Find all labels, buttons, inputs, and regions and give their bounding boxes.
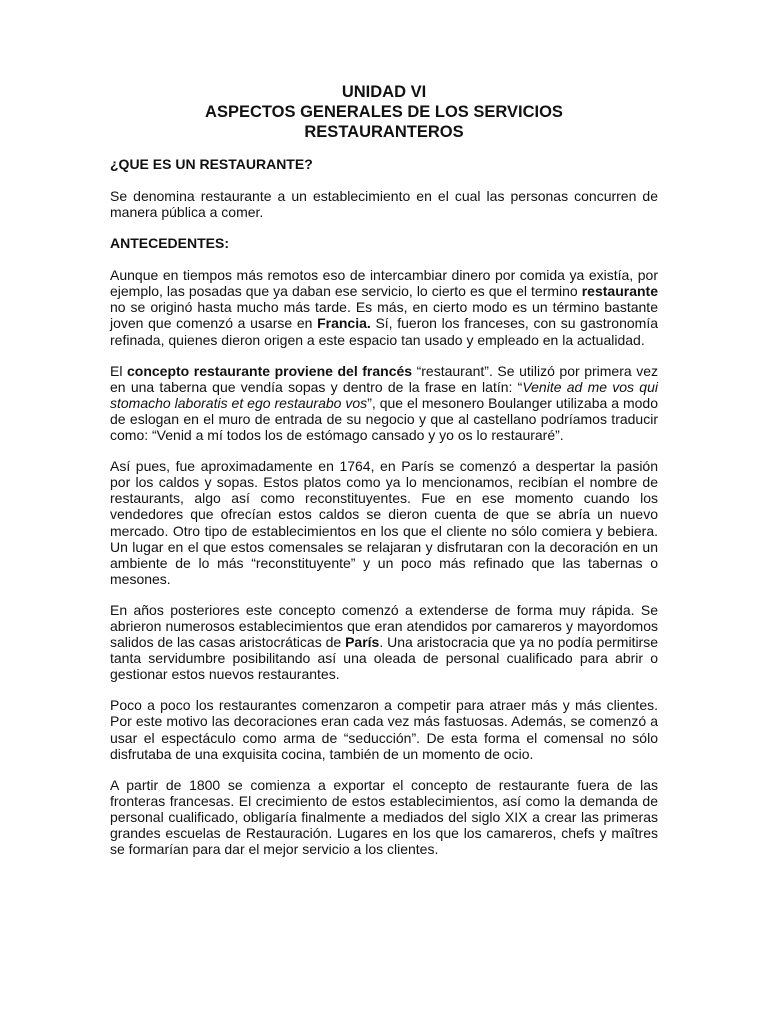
- text-run: Sí, fueron los franceses, con su gastronomía refinada, quienes dieron origen a este espacio tan usado y empleado en la actualidad.: [110, 315, 658, 348]
- text-run: “restaurant”. Se utilizó por primera vez en una taberna que vendía sopas y dentro de la frase en latín: “: [110, 362, 658, 395]
- text-run: El: [110, 362, 127, 379]
- title-unit: UNIDAD VI: [341, 83, 427, 101]
- text-run: ”, que el mesonero Boulanger utilizaba a modo de eslogan en el muro de entrada de su negocio y que al castellano podríamos traducir como: “Venid a mí todos los de estómago cansado y yo os lo restauraré”.: [110, 394, 658, 444]
- heading-antecedentes: ANTECEDENTES:: [110, 235, 230, 252]
- text-run: Aunque en tiempos más remotos eso de intercambiar dinero por comida ya existía, por ejemplo, las posadas que ya daban ese servicio, lo cierto es que el termino: [110, 267, 658, 300]
- bold-run-paris: París: [345, 634, 380, 651]
- italic-run-latin-phrase: Venite ad me vos qui stomacho laboratis et ego restaurabo vos: [110, 378, 658, 411]
- bold-run-restaurante: restaurante: [581, 283, 658, 300]
- heading-que-es-restaurante: ¿QUE ES UN RESTAURANTE?: [110, 156, 313, 172]
- paragraph-1764: Así pues, fue aproximadamente en 1764, en París se comenzó a despertar la pasión por los caldos y sopas. Estos platos como ya lo mencionamos, recibían el nombre de restaurants, algo así como reconstituyentes. Fue en ese momento cuando los vendedores que ofrecían estos caldos se dieron cuenta de que se abría un nuevo mercado. Otro tipo de establecimientos en los que el cliente no sólo comiera y bebiera. Un lugar en el que estos comensales se relajaran y disfrutaran con la decoración en un ambiente de lo más “reconstituyente” y un poco más refinado que las tabernas o mesones.: [110, 458, 658, 587]
- paragraph-concept: [110, 363, 658, 443]
- paragraph-definition: Se denomina restaurante a un establecimiento en el cual las personas concurren de manera pública a comer.: [110, 188, 658, 221]
- document-title: [110, 82, 658, 142]
- bold-run-concepto: concepto restaurante proviene del francés: [127, 362, 413, 379]
- text-run: no se originó hasta mucho más tarde. Es más, en cierto modo es un término bastante joven que comenzó a usarse en: [110, 299, 658, 332]
- text-run: . Una aristocracia que ya no podía permitirse tanta servidumbre posibilitando así una oleada de personal cualificado para abrir o gestionar estos nuevos restaurantes.: [110, 634, 658, 683]
- paragraph-origin: [110, 267, 658, 347]
- title-subject-line2: RESTAURANTEROS: [304, 123, 464, 141]
- paragraph-competition: Poco a poco los restaurantes comenzaron a competir para atraer más y más clientes. Por este motivo las decoraciones eran cada vez más fastuosas. Además, se comenzó a usar el espectáculo como arma de “seducción”. De esta forma el comensal no sólo disfrutaba de una exquisita cocina, también de un momento de ocio.: [110, 697, 658, 762]
- title-subject-line1: ASPECTOS GENERALES DE LOS SERVICIOS: [205, 103, 563, 121]
- text-run: En años posteriores este concepto comenzó a extenderse de forma muy rápida. Se abrieron numerosos establecimientos que eran atendidos por camareros y mayordomos salidos de las casas aristocráticas de: [110, 601, 658, 651]
- paragraph-1800: A partir de 1800 se comienza a exportar el concepto de restaurante fuera de las fronteras francesas. El crecimiento de estos establecimientos, así como la demanda de personal cualificado, obligaría finalmente a mediados del siglo XIX a crear las primeras grandes escuelas de Restauración. Lugares en los que los camareros, chefs y maîtres se formarían para dar el mejor servicio a los clientes.: [110, 776, 658, 858]
- bold-run-francia: Francia.: [317, 315, 371, 332]
- paragraph-expansion: [110, 602, 658, 682]
